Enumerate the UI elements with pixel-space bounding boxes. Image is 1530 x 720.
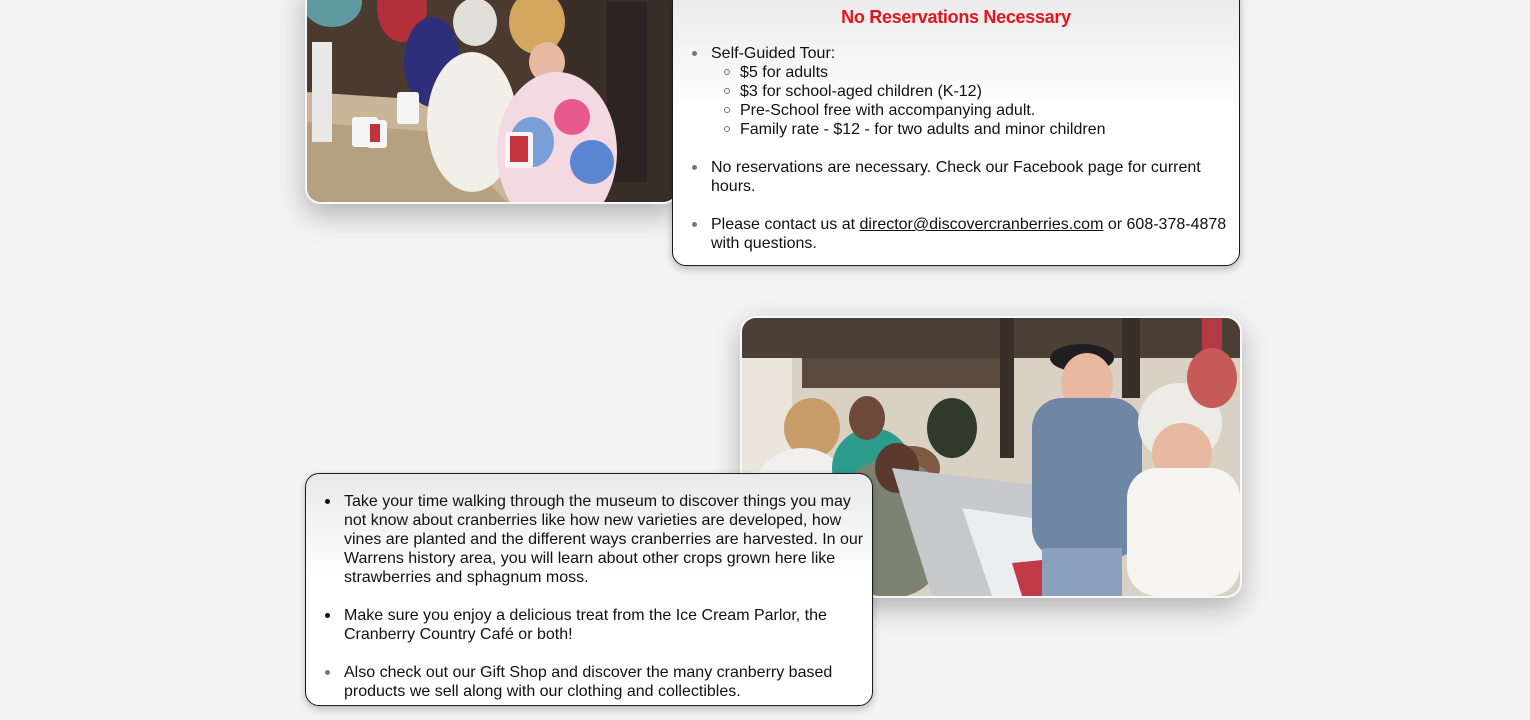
price-family: Family rate - $12 - for two adults and minor children <box>711 120 1229 139</box>
cafe-photo-image <box>307 0 677 202</box>
no-reservations-heading: No Reservations Necessary <box>841 7 1071 27</box>
admission-info-list <box>673 44 1229 272</box>
admission-info-card <box>672 0 1240 266</box>
circle-bullet-icon <box>724 69 730 75</box>
price-preschool: Pre-School free with accompanying adult. <box>711 101 1229 120</box>
visit-highlights-list <box>306 492 864 720</box>
self-guided-tour-item <box>673 44 1229 139</box>
director-email-link[interactable]: director@discovercranberries.com <box>859 216 1104 233</box>
bullet-icon <box>692 165 697 170</box>
bullet-icon <box>692 51 697 56</box>
circle-bullet-icon <box>724 107 730 113</box>
ice-cream-cafe-item: Make sure you enjoy a delicious treat from the Ice Cream Parlor, the Cranberry Country Café or both! <box>306 606 864 644</box>
bullet-icon <box>325 613 330 618</box>
contact-item: Please contact us at director@discovercranberries.com or 608-378-4878 with questions. <box>673 215 1229 253</box>
circle-bullet-icon <box>724 126 730 132</box>
tour-price-list <box>711 63 1229 139</box>
circle-bullet-icon <box>724 88 730 94</box>
bullet-icon <box>692 222 697 227</box>
bullet-icon <box>325 499 330 504</box>
museum-item: Take your time walking through the museum to discover things you may not know about cranberries like how new varieties are developed, how vines are planted and the different ways cranberries are harvested. In our Warrens history area, you will learn about other crops grown here like strawberries and sphagnum moss. <box>306 492 864 587</box>
price-adults: $5 for adults <box>711 63 1229 82</box>
cafe-photo <box>305 0 679 204</box>
no-reservations-item: No reservations are necessary. Check our Facebook page for current hours. <box>673 158 1229 196</box>
visit-highlights-card <box>305 473 873 706</box>
self-guided-tour-label: Self-Guided Tour: <box>711 45 836 62</box>
gift-shop-item: Also check out our Gift Shop and discover the many cranberry based products we sell along with our clothing and collectibles. <box>306 663 864 701</box>
price-children: $3 for school-aged children (K-12) <box>711 82 1229 101</box>
bullet-icon <box>325 670 330 675</box>
